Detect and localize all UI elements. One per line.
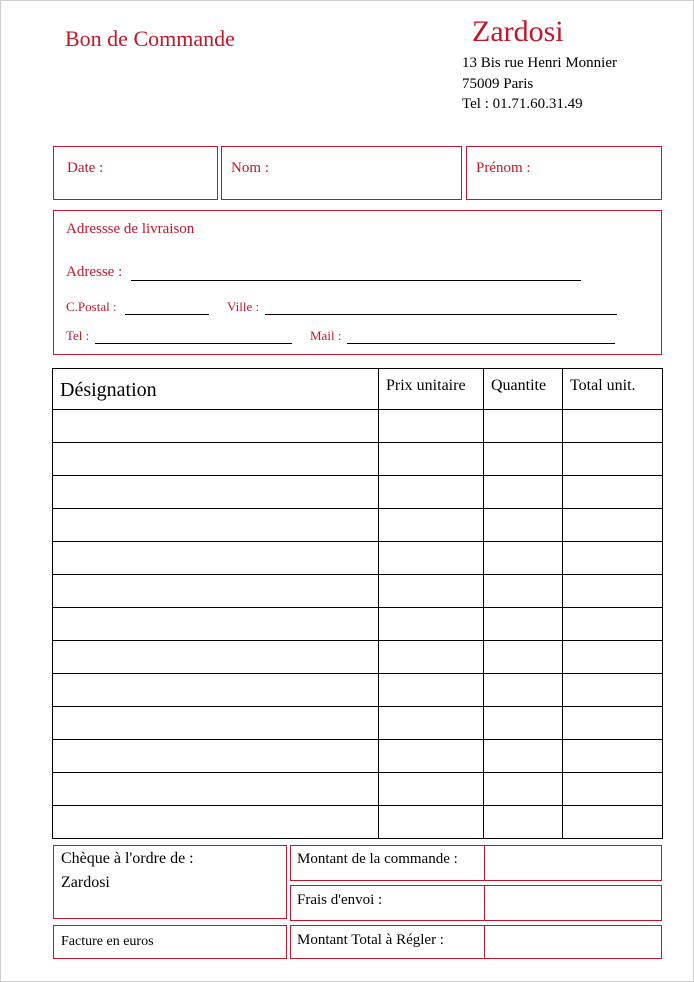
ville-label: Ville : [227,299,260,314]
table-cell[interactable] [484,707,563,740]
table-cell[interactable] [379,641,484,674]
cheque-box [53,845,287,919]
table-row [53,806,663,839]
tel-label: Tel : [66,328,90,343]
company-phone: Tel : 01.71.60.31.49 [462,96,583,112]
prenom-field[interactable] [466,146,662,200]
col-designation-header: Désignation [53,369,379,410]
table-row [53,674,663,707]
table-row [53,509,663,542]
nom-label: Nom : [231,160,269,176]
table-cell[interactable] [563,542,663,575]
table-cell[interactable] [563,575,663,608]
form-title: Bon de Commande [65,26,235,51]
table-cell[interactable] [53,542,379,575]
adresse-input-line[interactable] [131,280,581,281]
montant-total-label: Montant Total à Régler : [297,932,444,948]
table-cell[interactable] [484,740,563,773]
table-cell[interactable] [53,410,379,443]
table-row [53,740,663,773]
table-row [53,641,663,674]
table-cell[interactable] [53,740,379,773]
table-cell[interactable] [379,476,484,509]
col-prix-header: Prix unitaire [379,369,484,410]
table-cell[interactable] [563,641,663,674]
table-cell[interactable] [379,542,484,575]
order-items-table [52,368,663,839]
montant-total-divider [484,926,485,958]
table-cell[interactable] [379,674,484,707]
mail-input-line[interactable] [347,343,615,344]
tel-input-line[interactable] [95,343,292,344]
table-cell[interactable] [53,443,379,476]
date-label: Date : [67,160,104,176]
date-field[interactable] [53,146,218,200]
table-cell[interactable] [53,707,379,740]
delivery-title: Adressse de livraison [66,221,195,237]
cheque-line-1: Chèque à l'ordre de : [61,850,194,867]
table-cell[interactable] [53,476,379,509]
table-cell[interactable] [379,509,484,542]
table-cell[interactable] [53,575,379,608]
table-cell[interactable] [379,740,484,773]
montant-commande-label: Montant de la commande : [297,851,458,867]
table-cell[interactable] [379,575,484,608]
table-cell[interactable] [563,740,663,773]
table-cell[interactable] [53,806,379,839]
adresse-label: Adresse : [66,264,123,280]
table-cell[interactable] [484,773,563,806]
table-row [53,542,663,575]
table-cell[interactable] [563,509,663,542]
table-cell[interactable] [484,608,563,641]
table-row [53,608,663,641]
ville-input-line[interactable] [265,314,617,315]
table-cell[interactable] [563,608,663,641]
table-cell[interactable] [484,575,563,608]
table-cell[interactable] [53,773,379,806]
table-cell[interactable] [484,509,563,542]
table-cell[interactable] [484,542,563,575]
cpostal-input-line[interactable] [125,314,209,315]
table-cell[interactable] [563,410,663,443]
prenom-label: Prénom : [476,160,531,176]
table-row [53,476,663,509]
table-cell[interactable] [379,773,484,806]
table-cell[interactable] [379,707,484,740]
table-cell[interactable] [379,608,484,641]
mail-label: Mail : [310,328,342,343]
col-quantite-header: Quantite [484,369,563,410]
table-cell[interactable] [563,476,663,509]
table-cell[interactable] [563,806,663,839]
table-row [53,707,663,740]
table-cell[interactable] [484,476,563,509]
table-cell[interactable] [53,674,379,707]
table-cell[interactable] [563,674,663,707]
col-total-header: Total unit. [563,369,663,410]
table-cell[interactable] [484,674,563,707]
table-row [53,575,663,608]
delivery-address-section [53,210,662,355]
table-cell[interactable] [379,806,484,839]
table-cell[interactable] [563,443,663,476]
address-line-1: 13 Bis rue Henri Monnier [462,55,617,71]
table-cell[interactable] [53,509,379,542]
frais-envoi-divider [484,886,485,920]
table-cell[interactable] [53,608,379,641]
cheque-line-2: Zardosi [61,874,110,891]
address-line-2: 75009 Paris [462,76,534,92]
facture-box [53,925,287,959]
table-cell[interactable] [484,410,563,443]
table-cell[interactable] [563,707,663,740]
table-cell[interactable] [53,641,379,674]
frais-envoi-label: Frais d'envoi : [297,892,383,908]
table-row [53,410,663,443]
montant-commande-row [290,845,662,881]
table-cell[interactable] [563,773,663,806]
frais-envoi-row [290,885,662,921]
facture-label: Facture en euros [61,934,154,949]
table-cell[interactable] [379,443,484,476]
table-cell[interactable] [379,410,484,443]
montant-commande-divider [484,846,485,880]
table-row [53,443,663,476]
montant-total-row [290,925,662,959]
table-cell[interactable] [484,443,563,476]
cpostal-label: C.Postal : [66,299,117,314]
table-cell[interactable] [484,641,563,674]
table-row [53,773,663,806]
brand-name: Zardosi [472,15,564,48]
table-cell[interactable] [484,806,563,839]
nom-field[interactable] [221,146,462,200]
